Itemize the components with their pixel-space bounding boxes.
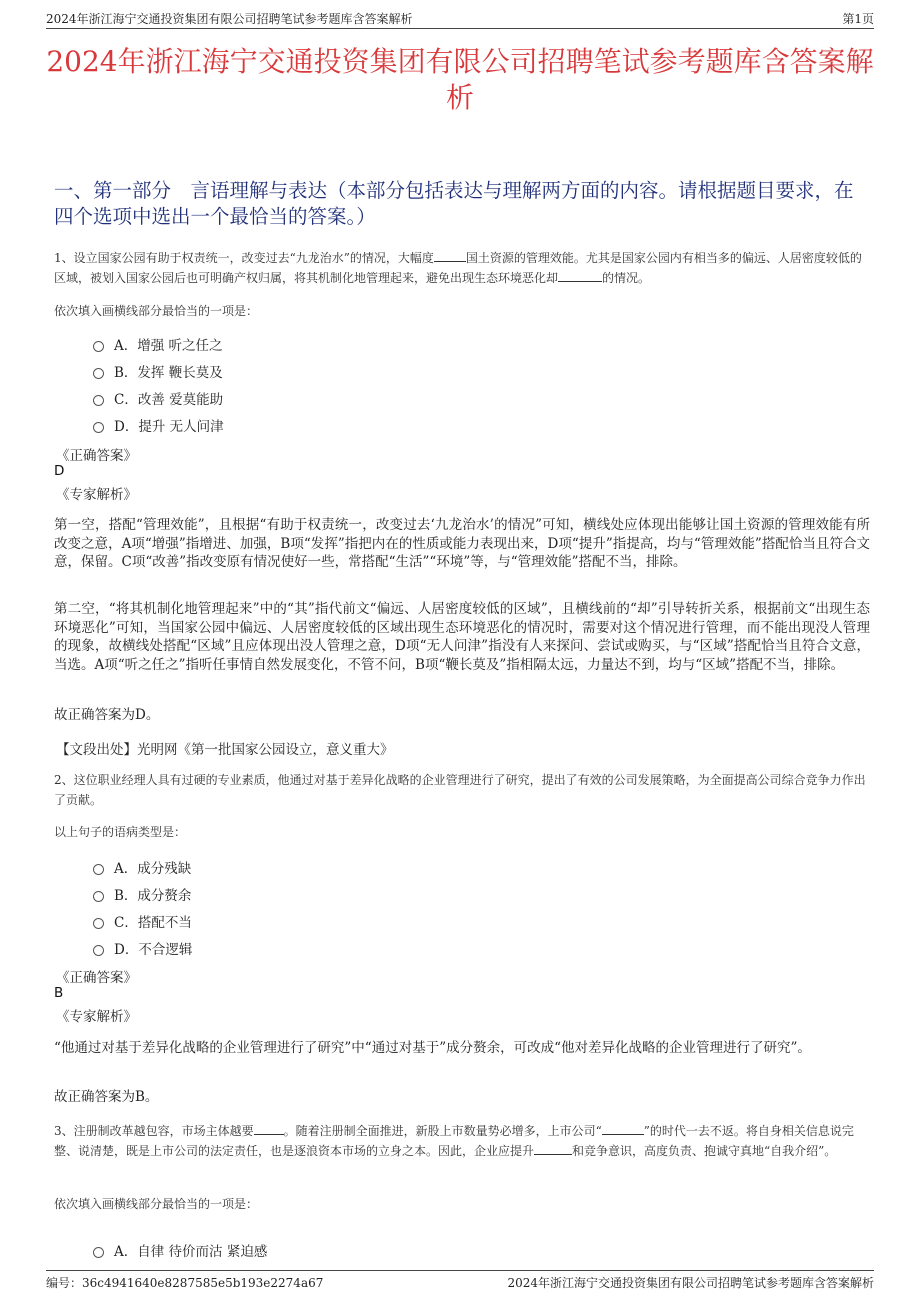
question-1-source: 【文段出处】光明网《第一批国家公园设立，意义重大》 — [56, 742, 394, 758]
question-1-text-part2: 国土资源的管理效能。尤其是国家公园内有相当多的偏远、人居密度较低的区域，被划入国家公园后也可明确产权归属，将其机制化地管理起来，避免出现生态环境恶化却 — [54, 251, 862, 285]
question-1-option-b[interactable] — [93, 361, 223, 381]
radio-icon[interactable] — [93, 945, 104, 956]
question-3-prompt: 依次填入画横线部分最恰当的一项是： — [54, 1197, 259, 1211]
question-1-text — [54, 248, 866, 288]
blank-line — [558, 281, 602, 282]
option-label: B．发挥 鞭长莫及 — [114, 365, 223, 381]
question-2-option-c[interactable] — [93, 911, 192, 931]
question-3-text-part2: 。随着注册制全面推进，新股上市数量势必增多，上市公司“ — [283, 1124, 602, 1138]
question-2-answer-label: 《正确答案》 — [56, 970, 137, 986]
blank-line — [434, 261, 466, 262]
blank-line — [602, 1134, 644, 1135]
option-label: D．提升 无人问津 — [114, 419, 224, 435]
question-1-analysis-label: 《专家解析》 — [56, 487, 137, 503]
question-1-conclusion: 故正确答案为D。 — [54, 707, 160, 723]
question-1-text-part1: 1、设立国家公园有助于权责统一，改变过去“九龙治水”的情况，大幅度 — [54, 251, 434, 265]
question-1-option-a[interactable] — [93, 334, 223, 354]
question-1-text-part3: 的情况。 — [602, 271, 651, 285]
question-2-analysis-label: 《专家解析》 — [56, 1009, 137, 1025]
blank-line — [534, 1154, 572, 1155]
section-heading: 一、第一部分 言语理解与表达（本部分包括表达与理解两方面的内容。请根据题目要求，在四个选项中选出一个最恰当的答案。） — [54, 179, 854, 228]
question-2-option-a[interactable] — [93, 857, 191, 877]
option-label: A．成分残缺 — [114, 861, 192, 877]
question-1-option-c[interactable] — [93, 388, 223, 408]
question-2-option-d[interactable] — [93, 938, 192, 958]
footer-doc-title: 2024年浙江海宁交通投资集团有限公司招聘笔试参考题库含答案解析 — [507, 1276, 874, 1290]
header-page-label: 第1页 — [842, 12, 874, 26]
question-3-option-a[interactable] — [93, 1240, 267, 1260]
radio-icon[interactable] — [93, 395, 104, 406]
question-2-text: 2、这位职业经理人具有过硬的专业素质，他通过对基于差异化战略的企业管理进行了研究，提出了有效的公司发展策略，为全面提高公司综合竞争力作出了贡献。 — [54, 773, 866, 807]
question-2-option-b[interactable] — [93, 884, 191, 904]
radio-icon[interactable] — [93, 918, 104, 929]
document-title: 2024年浙江海宁交通投资集团有限公司招聘笔试参考题库含答案解析 — [46, 45, 874, 114]
question-3-text-part3: ”的时代一去不返。将自身相关信息说完整、说清楚，既是上市公司的法定责任，也是逐浪资本市场的立身之本。因此，企业应提升 — [54, 1124, 854, 1158]
option-label: B．成分赘余 — [114, 888, 192, 904]
radio-icon[interactable] — [93, 891, 104, 902]
question-1-analysis-para-2: 第二空，“将其机制化地管理起来”中的“其”指代前文“偏远、人居密度较低的区域”，且横线前的“却”引导转折关系，根据前文“出现生态环境恶化”可知，当国家公园中偏远、人居密度较低的区域出现生态环境恶化的情况时，需要对这个情况进行管理，而不能出现没人管理的现象，故横线处搭配“区域”且应体现出没人管理之意，D项“无人问津”指没有人来探问、尝试或购买，与“区域”搭配恰当且符合文意，当选。A项“听之任之”指听任事情自然发展变化，不管不问，B项“鞭长莫及”指相隔太远，力量达不到，均与“区域”搭配不当，排除。 — [54, 601, 870, 673]
running-header — [46, 6, 874, 29]
question-3-text — [54, 1121, 866, 1161]
question-3-text-part1: 3、注册制改革越包容，市场主体越要 — [54, 1124, 254, 1138]
question-2-prompt: 以上句子的语病类型是： — [54, 825, 187, 839]
question-1-answer: D — [54, 463, 65, 479]
radio-icon[interactable] — [93, 422, 104, 433]
option-label: A．增强 听之任之 — [114, 338, 223, 354]
radio-icon[interactable] — [93, 864, 104, 875]
footer-code: 编号：36c4941640e8287585e5b193e2274a67 — [46, 1276, 324, 1290]
radio-icon[interactable] — [93, 1247, 104, 1258]
blank-line — [254, 1134, 284, 1135]
question-1-prompt: 依次填入画横线部分最恰当的一项是： — [54, 304, 259, 318]
radio-icon[interactable] — [93, 341, 104, 352]
question-1-analysis-para-1: 第一空，搭配“管理效能”，且根据“有助于权责统一，改变过去‘九龙治水’的情况”可知，横线处应体现出能够让国土资源的管理效能有所改变之意，A项“增强”指增进、加强，B项“发挥”指把内在的性质或能力表现出来，D项“提升”指提高，均与“管理效能”搭配恰当且符合文意，保留。C项“改善”指改变原有情况使好一些，常搭配“生活”“环境”等，与“管理效能”搭配不当，排除。 — [54, 517, 870, 570]
question-2-answer: B — [54, 985, 64, 1001]
radio-icon[interactable] — [93, 368, 104, 379]
question-2-analysis-para-1: “他通过对基于差异化战略的企业管理进行了研究”中“通过对基于”成分赘余，可改成“他对差异化战略的企业管理进行了研究”。 — [54, 1040, 811, 1056]
question-2-conclusion: 故正确答案为B。 — [54, 1089, 159, 1105]
option-label: A．自律 待价而沽 紧迫感 — [114, 1244, 268, 1260]
running-footer — [46, 1270, 874, 1293]
option-label: C．改善 爱莫能助 — [114, 392, 224, 408]
question-1-answer-label: 《正确答案》 — [56, 448, 137, 464]
header-doc-title: 2024年浙江海宁交通投资集团有限公司招聘笔试参考题库含答案解析 — [46, 12, 413, 26]
option-label: C．搭配不当 — [114, 915, 192, 931]
question-1-option-d[interactable] — [93, 415, 224, 435]
question-3-text-part4: 和竞争意识，高度负责、抱诚守真地“自我介绍”。 — [572, 1144, 837, 1158]
option-label: D．不合逻辑 — [114, 942, 193, 958]
